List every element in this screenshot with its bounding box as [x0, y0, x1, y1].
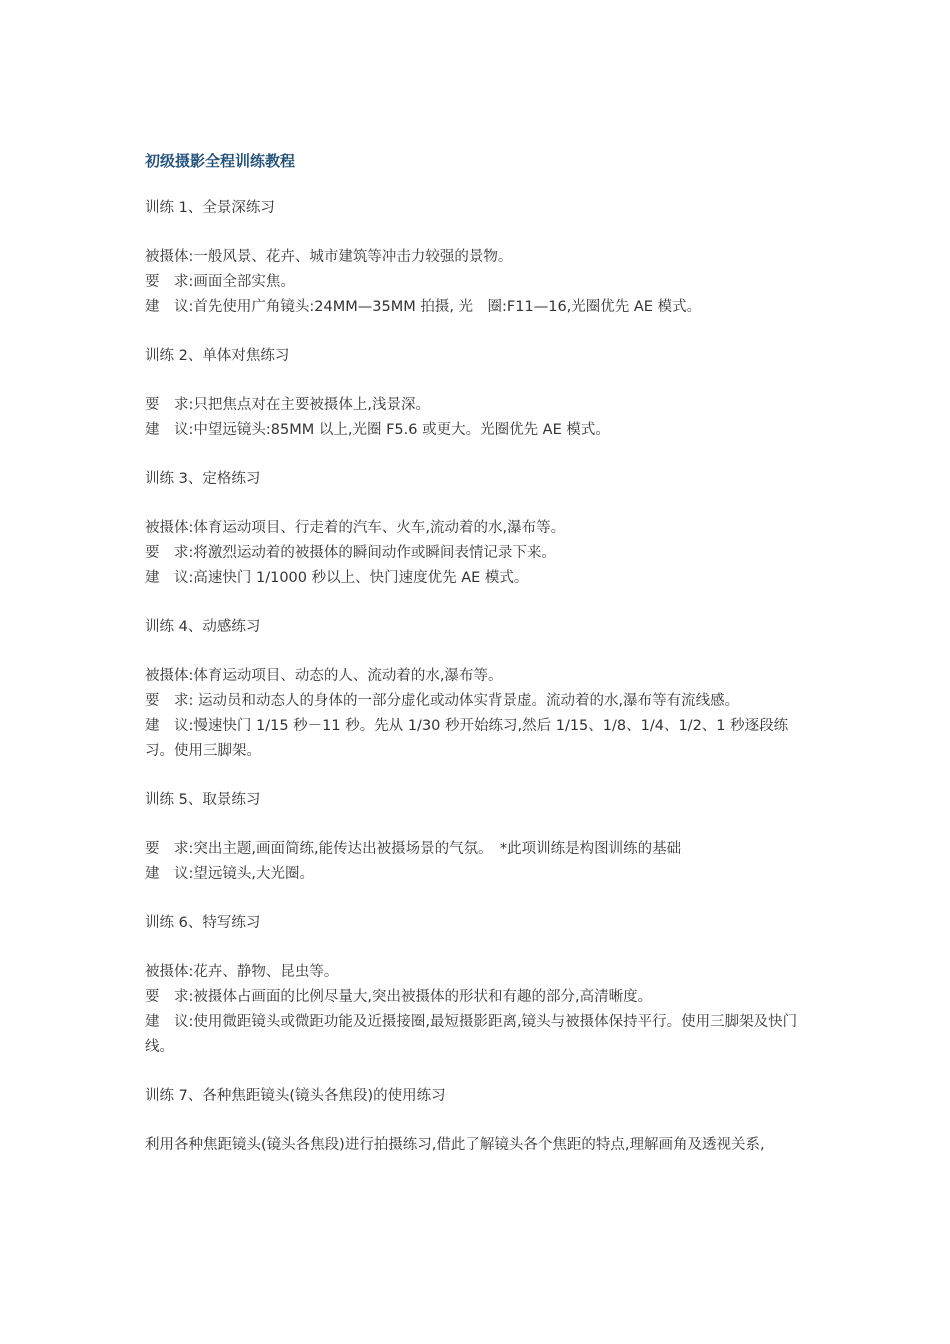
section-training-6 [145, 911, 810, 1060]
section-heading: 训练 3、定格练习 [145, 471, 261, 487]
paragraph-line: 要 求:突出主题,画面简练,能传达出被摄场景的气氛。 *此项训练是构图训练的基础 [145, 841, 682, 857]
paragraph-line: 建 议:高速快门 1/1000 秒以上、快门速度优先 AE 模式。 [145, 570, 529, 586]
section-heading: 训练 2、单体对焦练习 [145, 348, 290, 364]
section-body [145, 664, 810, 764]
section-training-7 [145, 1084, 810, 1158]
section-heading: 训练 7、各种焦距镜头(镜头各焦段)的使用练习 [145, 1088, 446, 1104]
paragraph-line: 要 求:被摄体占画面的比例尽量大,突出被摄体的形状和有趣的部分,高清晰度。 [145, 989, 653, 1005]
section-training-5 [145, 788, 810, 887]
paragraph-line: 建 议:中望远镜头:85MM 以上,光圈 F5.6 或更大。光圈优先 AE 模式。 [145, 422, 610, 438]
section-body [145, 393, 810, 443]
section-body [145, 1133, 810, 1158]
section-heading: 训练 1、全景深练习 [145, 200, 275, 216]
paragraph-line: 要 求: 运动员和动态人的身体的一部分虚化或动体实背景虚。流动着的水,瀑布等有流线感。 [145, 693, 740, 709]
section-body [145, 960, 810, 1060]
paragraph-line: 建 议:望远镜头,大光圈。 [145, 866, 314, 882]
section-training-4 [145, 615, 810, 764]
section-training-3 [145, 467, 810, 591]
paragraph-line: 要 求:画面全部实焦。 [145, 274, 295, 290]
paragraph-line: 要 求:将激烈运动着的被摄体的瞬间动作或瞬间表情记录下来。 [145, 545, 556, 561]
paragraph-line: 要 求:只把焦点对在主要被摄体上,浅景深。 [145, 397, 430, 413]
section-training-2 [145, 344, 810, 443]
paragraph-line: 被摄体:一般风景、花卉、城市建筑等冲击力较强的景物。 [145, 249, 513, 265]
paragraph-line: 建 议:慢速快门 1/15 秒－11 秒。先从 1/30 秒开始练习,然后 1/15、1/8、1/4、1/2、1 秒逐段练习。使用三脚架。 [145, 718, 789, 759]
document-sections [145, 196, 810, 1158]
section-training-1 [145, 196, 810, 320]
paragraph-line: 被摄体:花卉、静物、昆虫等。 [145, 964, 339, 980]
document-title: 初级摄影全程训练教程 [145, 152, 296, 170]
document-page [145, 148, 810, 1182]
section-body [145, 516, 810, 591]
paragraph-line: 建 议:首先使用广角镜头:24MM—35MM 拍摄, 光 圈:F11—16,光圈优先 AE 模式。 [145, 299, 702, 315]
section-body [145, 837, 810, 887]
paragraph-line: 被摄体:体育运动项目、动态的人、流动着的水,瀑布等。 [145, 668, 503, 684]
section-heading: 训练 6、特写练习 [145, 915, 261, 931]
paragraph-line: 被摄体:体育运动项目、行走着的汽车、火车,流动着的水,瀑布等。 [145, 520, 566, 536]
paragraph-line: 建 议:使用微距镜头或微距功能及近摄接圈,最短摄影距离,镜头与被摄体保持平行。使用三脚架及快门线。 [145, 1014, 798, 1055]
section-heading: 训练 5、取景练习 [145, 792, 261, 808]
section-heading: 训练 4、动感练习 [145, 619, 261, 635]
paragraph-line: 利用各种焦距镜头(镜头各焦段)进行拍摄练习,借此了解镜头各个焦距的特点,理解画角及透视关系, [145, 1137, 765, 1153]
section-body [145, 245, 810, 320]
